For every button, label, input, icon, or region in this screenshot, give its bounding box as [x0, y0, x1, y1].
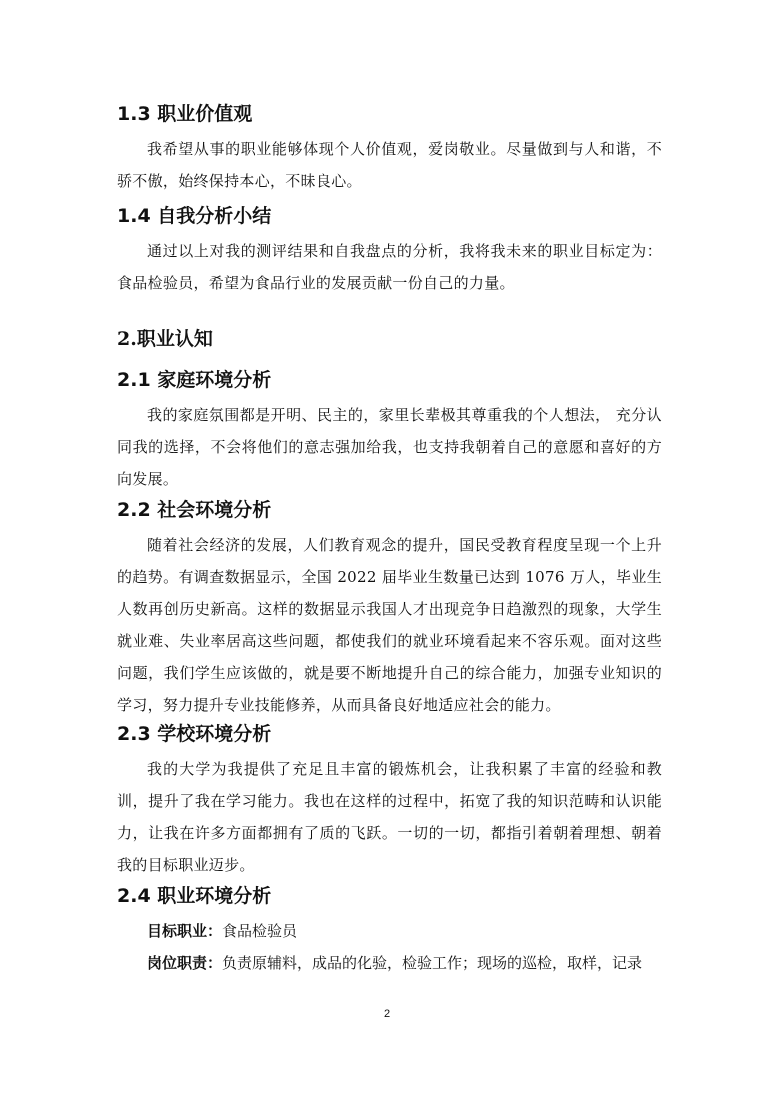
- target-career-label: 目标职业：: [147, 922, 223, 940]
- heading-1-4: 1.4 自我分析小结: [117, 205, 272, 227]
- paragraph-1-3: 我希望从事的职业能够体现个人价值观，爱岗敬业。尽量做到与人和谐，不骄不傲，始终保持本心，不昧良心。: [117, 140, 662, 190]
- target-career-value: 食品检验员: [222, 922, 298, 940]
- job-duty-line: [117, 947, 662, 979]
- section-2-3: [117, 721, 662, 881]
- heading-2-1: 2.1 家庭环境分析: [117, 369, 272, 391]
- section-1-4: [117, 203, 662, 299]
- paragraph-2-2: 随着社会经济的发展，人们教育观念的提升，国民受教育程度呈现一个上升的趋势。有调查数据显示，全国 2022 届毕业生数量已达到 1076 万人，毕业生人数再创历史新高。这样的数据显示我国人才出现竞争日趋激烈的现象，大学生就业难、失业率居高这些问题，都使我们的就业环境看起来不容乐观。面对这些问题，我们学生应该做的，就是要不断地提升自己的综合能力，加强专业知识的学习，努力提升专业技能修养，从而具备良好地适应社会的能力。: [117, 536, 662, 714]
- paragraph-2-3: 我的大学为我提供了充足且丰富的锻炼机会，让我积累了丰富的经验和教训，提升了我在学习能力。我也在这样的过程中，拓宽了我的知识范畴和认识能力，让我在许多方面都拥有了质的飞跃。一切的一切，都指引着朝着理想、朝着我的目标职业迈步。: [117, 760, 662, 874]
- section-2: [117, 326, 662, 352]
- job-duty-label: 岗位职责：: [147, 954, 223, 972]
- section-2-2: [117, 497, 662, 721]
- section-2-1: [117, 367, 662, 495]
- section-1-3: [117, 101, 662, 197]
- target-career-line: [117, 915, 662, 947]
- job-duty-value: 负责原辅料，成品的化验，检验工作；现场的巡检，取样，记录: [222, 954, 643, 972]
- heading-2-4: 2.4 职业环境分析: [117, 885, 272, 907]
- heading-2-3: 2.3 学校环境分析: [117, 723, 272, 745]
- heading-1-3: 1.3 职业价值观: [117, 103, 253, 125]
- paragraph-2-1: 我的家庭氛围都是开明、民主的，家里长辈极其尊重我的个人想法， 充分认同我的选择，不会将他们的意志强加给我，也支持我朝着自己的意愿和喜好的方向发展。: [117, 406, 662, 488]
- heading-2: 2.职业认知: [117, 328, 213, 350]
- paragraph-1-4: 通过以上对我的测评结果和自我盘点的分析，我将我未来的职业目标定为：食品检验员，希望为食品行业的发展贡献一份自己的力量。: [117, 242, 662, 292]
- section-2-4: [117, 883, 662, 979]
- heading-2-2: 2.2 社会环境分析: [117, 499, 272, 521]
- page-number: 2: [383, 1008, 391, 1020]
